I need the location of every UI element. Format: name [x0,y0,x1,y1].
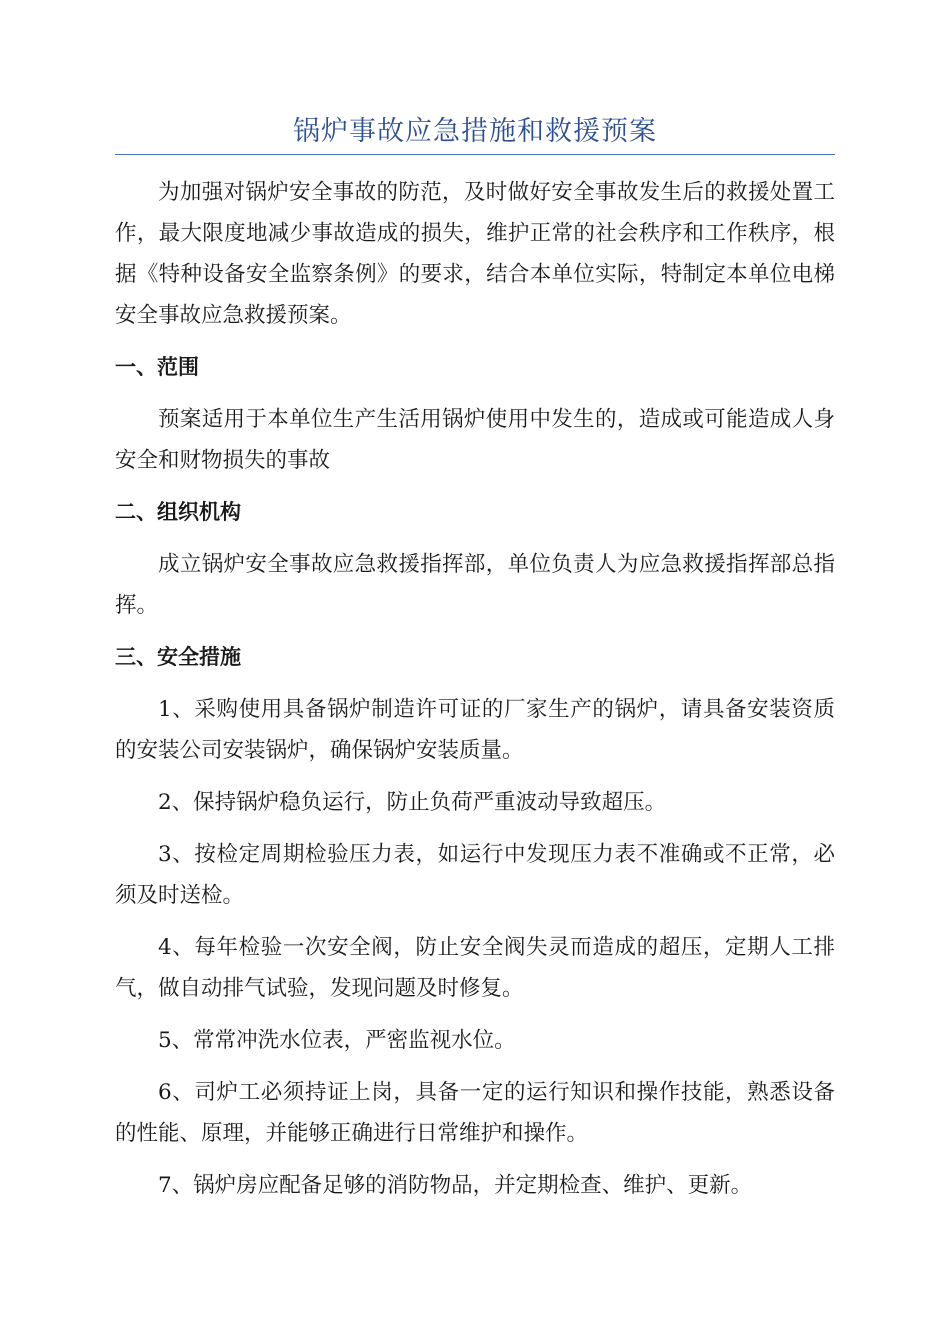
safety-measure-item: 4、每年检验一次安全阀，防止安全阀失灵而造成的超压，定期人工排气，做自动排气试验，发现问题及时修复。 [115,935,835,1001]
title-underline [115,154,835,155]
page-title: 锅炉事故应急措施和救援预案 [293,116,657,147]
intro-paragraph: 为加强对锅炉安全事故的防范，及时做好安全事故发生后的救援处置工作，最大限度地减少事故造成的损失，维护正常的社会秩序和工作秩序，根据《特种设备安全监察条例》的要求，结合本单位实际，特制定本单位电梯安全事故应急救援预案。 [115,180,835,328]
scope-paragraph: 预案适用于本单位生产生活用锅炉使用中发生的，造成或可能造成人身安全和财物损失的事故 [115,407,835,473]
document-body [115,172,835,1217]
safety-measure-item: 3、按检定周期检验压力表，如运行中发现压力表不准确或不正常，必须及时送检。 [115,842,835,908]
safety-measure-item: 5、常常冲洗水位表，严密监视水位。 [158,1028,516,1053]
section-heading-organization: 二、组织机构 [115,500,241,524]
section-heading-safety-measures: 三、安全措施 [115,645,241,669]
safety-measure-item: 7、锅炉房应配备足够的消防物品，并定期检查、维护、更新。 [158,1173,753,1198]
section-heading-scope: 一、范围 [115,355,199,379]
safety-measure-item: 2、保持锅炉稳负运行，防止负荷严重波动导致超压。 [158,790,667,815]
safety-measure-item: 6、司炉工必须持证上岗，具备一定的运行知识和操作技能，熟悉设备的性能、原理，并能够正确进行日常维护和操作。 [115,1080,835,1146]
organization-paragraph: 成立锅炉安全事故应急救援指挥部，单位负责人为应急救援指挥部总指挥。 [115,552,835,618]
safety-measure-item: 1、采购使用具备锅炉制造许可证的厂家生产的锅炉，请具备安装资质的安装公司安装锅炉，确保锅炉安装质量。 [115,697,835,763]
